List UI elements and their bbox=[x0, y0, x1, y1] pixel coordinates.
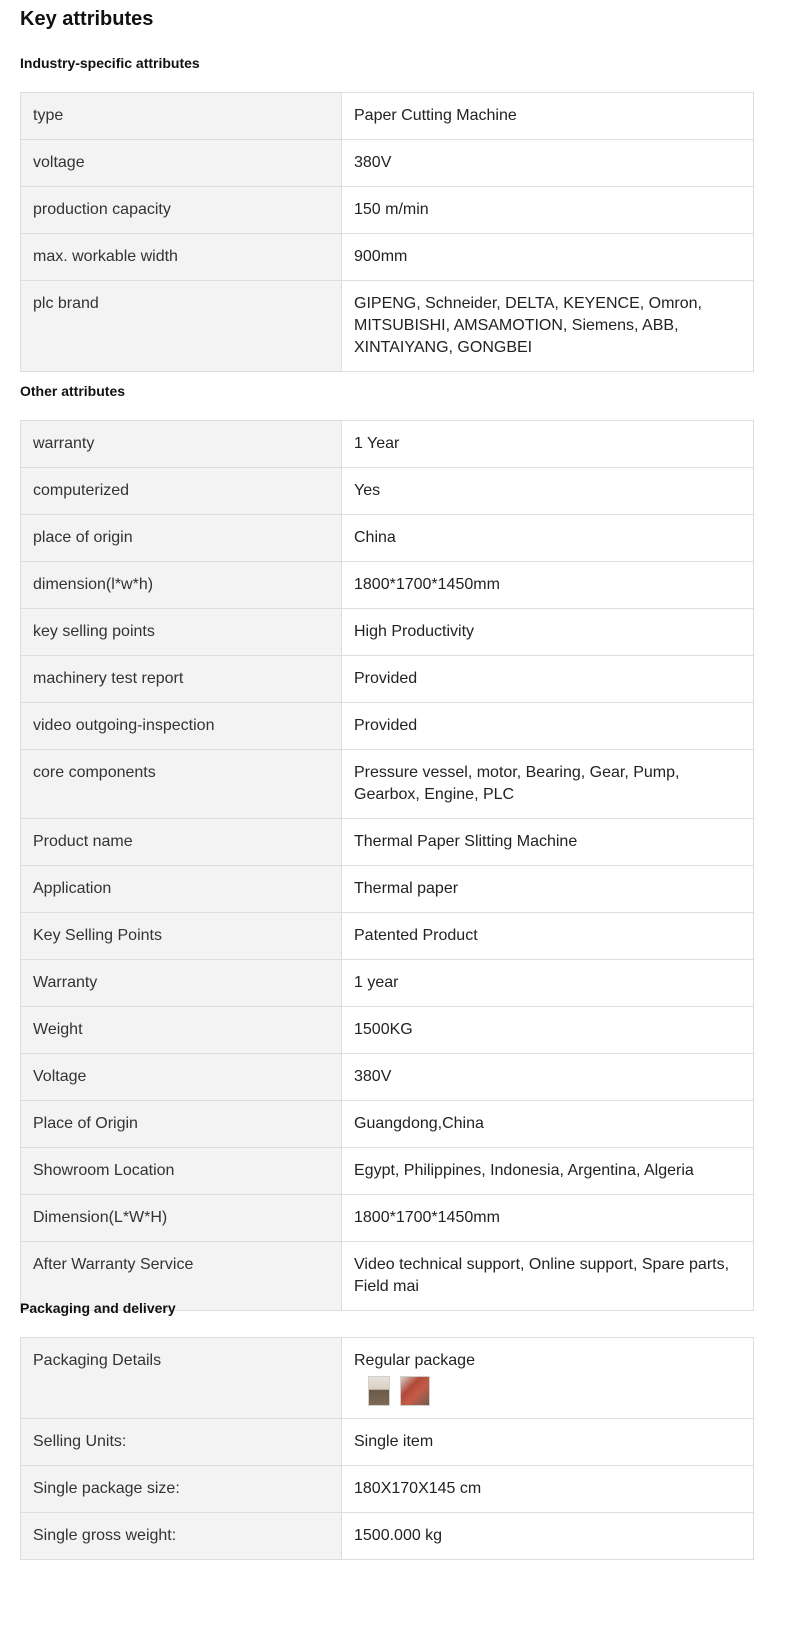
table-row bbox=[21, 703, 754, 750]
attribute-value-cell bbox=[342, 421, 754, 468]
attribute-value-cell bbox=[342, 1007, 754, 1054]
table-row bbox=[21, 1148, 754, 1195]
attribute-value: Pressure vessel, motor, Bearing, Gear, Pump, Gearbox, Engine, PLC bbox=[354, 764, 680, 803]
package-thumbnail-image[interactable] bbox=[400, 1376, 430, 1406]
attribute-value: Thermal paper bbox=[354, 880, 459, 897]
attribute-value-cell bbox=[342, 1242, 754, 1311]
table-row bbox=[21, 1513, 754, 1560]
attribute-label: After Warranty Service bbox=[21, 1242, 342, 1311]
attribute-value: Egypt, Philippines, Indonesia, Argentina, Algeria bbox=[354, 1162, 694, 1179]
attribute-label: machinery test report bbox=[21, 656, 342, 703]
attribute-label: warranty bbox=[21, 421, 342, 468]
attribute-label: Single package size: bbox=[21, 1466, 342, 1513]
table-row bbox=[21, 234, 754, 281]
industry-attributes-table bbox=[20, 92, 754, 372]
attribute-value: 900mm bbox=[354, 248, 408, 265]
attribute-value-cell bbox=[342, 1101, 754, 1148]
attribute-value: 380V bbox=[354, 1068, 392, 1085]
attribute-label: Dimension(L*W*H) bbox=[21, 1195, 342, 1242]
table-row bbox=[21, 1054, 754, 1101]
attribute-value-cell bbox=[342, 1419, 754, 1466]
attribute-value: 150 m/min bbox=[354, 201, 429, 218]
attribute-value-cell bbox=[342, 281, 754, 372]
table-row bbox=[21, 1466, 754, 1513]
packaging-attributes-table bbox=[20, 1337, 754, 1560]
table-row bbox=[21, 93, 754, 140]
attribute-label: Warranty bbox=[21, 960, 342, 1007]
attribute-label: production capacity bbox=[21, 187, 342, 234]
attribute-value: Patented Product bbox=[354, 927, 478, 944]
attribute-value-cell bbox=[342, 819, 754, 866]
attribute-value-cell bbox=[342, 140, 754, 187]
attribute-label: Packaging Details bbox=[21, 1338, 342, 1419]
attribute-value-cell bbox=[342, 703, 754, 750]
section-title-other: Other attributes bbox=[20, 383, 126, 399]
attribute-value: Guangdong,China bbox=[354, 1115, 484, 1132]
table-row bbox=[21, 515, 754, 562]
attribute-value-cell bbox=[342, 866, 754, 913]
attribute-value-cell bbox=[342, 562, 754, 609]
attribute-value: 1500KG bbox=[354, 1021, 413, 1038]
attribute-value-cell bbox=[342, 1195, 754, 1242]
attribute-value-cell bbox=[342, 1338, 754, 1419]
attribute-label: Key Selling Points bbox=[21, 913, 342, 960]
attribute-value-cell bbox=[342, 609, 754, 656]
table-row bbox=[21, 960, 754, 1007]
table-row bbox=[21, 281, 754, 372]
attribute-value-cell bbox=[342, 515, 754, 562]
attribute-label: Voltage bbox=[21, 1054, 342, 1101]
other-attributes-table bbox=[20, 420, 754, 1311]
table-row bbox=[21, 1195, 754, 1242]
attribute-label: video outgoing-inspection bbox=[21, 703, 342, 750]
attribute-value-cell bbox=[342, 960, 754, 1007]
attribute-value: Provided bbox=[354, 717, 418, 734]
table-row bbox=[21, 421, 754, 468]
attribute-value: 1800*1700*1450mm bbox=[354, 1209, 500, 1226]
table-row bbox=[21, 1101, 754, 1148]
table-row bbox=[21, 1007, 754, 1054]
attribute-value-cell bbox=[342, 93, 754, 140]
attribute-label: voltage bbox=[21, 140, 342, 187]
attribute-value: GIPENG, Schneider, DELTA, KEYENCE, Omron, MITSUBISHI, AMSAMOTION, Siemens, ABB, XINTAIYANG, GONGBEI bbox=[354, 295, 702, 356]
attribute-label: Application bbox=[21, 866, 342, 913]
attribute-value: Paper Cutting Machine bbox=[354, 107, 517, 124]
attribute-value-cell bbox=[342, 750, 754, 819]
attribute-value: Single item bbox=[354, 1433, 434, 1450]
attribute-label: Showroom Location bbox=[21, 1148, 342, 1195]
table-row bbox=[21, 819, 754, 866]
attribute-label: Selling Units: bbox=[21, 1419, 342, 1466]
attribute-label: Single gross weight: bbox=[21, 1513, 342, 1560]
attribute-value-cell bbox=[342, 468, 754, 515]
attribute-value: 1 Year bbox=[354, 435, 400, 452]
attribute-value: Video technical support, Online support, Spare parts, Field mai bbox=[354, 1256, 730, 1295]
attribute-label: core components bbox=[21, 750, 342, 819]
table-row bbox=[21, 656, 754, 703]
attribute-label: max. workable width bbox=[21, 234, 342, 281]
attribute-value-cell bbox=[342, 1466, 754, 1513]
attribute-value-cell bbox=[342, 1513, 754, 1560]
attribute-value: Thermal Paper Slitting Machine bbox=[354, 833, 578, 850]
attribute-label: Weight bbox=[21, 1007, 342, 1054]
attribute-value-cell bbox=[342, 913, 754, 960]
table-row bbox=[21, 750, 754, 819]
table-row bbox=[21, 866, 754, 913]
attribute-value: Regular package bbox=[354, 1352, 475, 1369]
attribute-label: key selling points bbox=[21, 609, 342, 656]
table-row bbox=[21, 140, 754, 187]
attribute-label: type bbox=[21, 93, 342, 140]
table-row bbox=[21, 562, 754, 609]
table-row bbox=[21, 468, 754, 515]
attribute-value-cell bbox=[342, 234, 754, 281]
attribute-value-cell bbox=[342, 187, 754, 234]
page-title: Key attributes bbox=[20, 8, 154, 30]
attribute-value-cell bbox=[342, 1148, 754, 1195]
attribute-value: Yes bbox=[354, 482, 381, 499]
table-row bbox=[21, 187, 754, 234]
attribute-value: 1 year bbox=[354, 974, 399, 991]
attribute-value: 1500.000 kg bbox=[354, 1527, 443, 1544]
table-row bbox=[21, 1419, 754, 1466]
attribute-value: 180X170X145 cm bbox=[354, 1480, 482, 1497]
attribute-value-cell bbox=[342, 1054, 754, 1101]
table-row bbox=[21, 609, 754, 656]
table-row bbox=[21, 1338, 754, 1419]
attribute-label: Product name bbox=[21, 819, 342, 866]
section-title-industry: Industry-specific attributes bbox=[20, 55, 200, 71]
attribute-value: 380V bbox=[354, 154, 392, 171]
attribute-label: Place of Origin bbox=[21, 1101, 342, 1148]
table-row bbox=[21, 913, 754, 960]
attribute-label: dimension(l*w*h) bbox=[21, 562, 342, 609]
package-thumbnail-image[interactable] bbox=[368, 1376, 390, 1406]
attribute-value: Provided bbox=[354, 670, 418, 687]
attribute-value: High Productivity bbox=[354, 623, 475, 640]
attribute-label: place of origin bbox=[21, 515, 342, 562]
section-title-packaging: Packaging and delivery bbox=[20, 1300, 176, 1316]
attribute-value: China bbox=[354, 529, 396, 546]
attribute-value-cell bbox=[342, 656, 754, 703]
attribute-label: plc brand bbox=[21, 281, 342, 372]
package-thumbnails bbox=[354, 1376, 741, 1406]
attribute-value: 1800*1700*1450mm bbox=[354, 576, 500, 593]
attribute-label: computerized bbox=[21, 468, 342, 515]
